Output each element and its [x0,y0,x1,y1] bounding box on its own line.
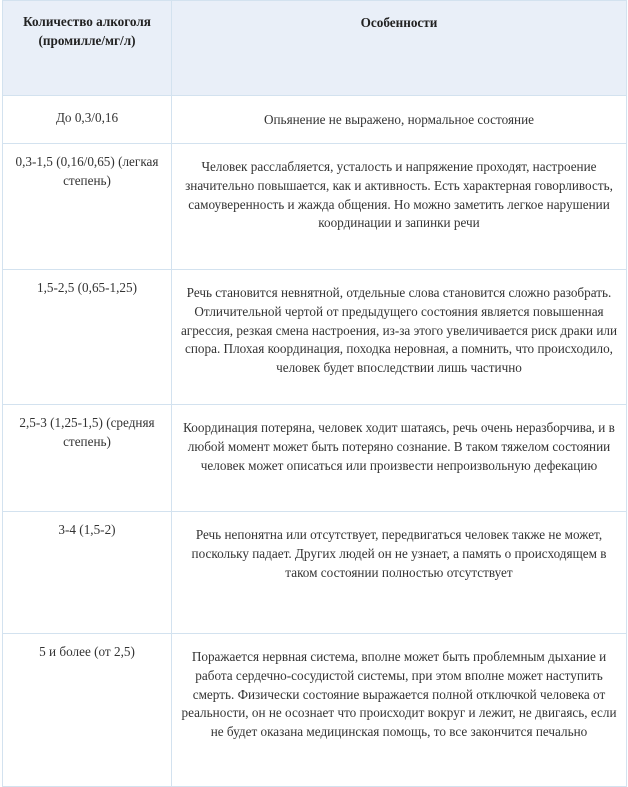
table-row [3,405,627,512]
table-row [3,512,627,634]
header-details: Особенности [172,1,627,96]
table-header-row [3,1,627,96]
alcohol-levels-table [2,0,627,787]
amount-cell: До 0,3/0,16 [3,96,172,144]
amount-cell: 0,3-1,5 (0,16/0,65) (легкая степень) [3,144,172,270]
details-cell: Речь непонятна или отсутствует, передвигаться человек также не может, поскольку падает. Других людей он не узнает, а память о происходящем в таком состоянии полностью отсутствует [172,512,627,634]
amount-cell: 1,5-2,5 (0,65-1,25) [3,270,172,405]
header-amount: Количество алкоголя (промилле/мг/л) [3,1,172,96]
details-cell: Опьянение не выражено, нормальное состояние [172,96,627,144]
details-cell: Поражается нервная система, вполне может быть проблемным дыхание и работа сердечно-сосудистой системы, при этом вполне может наступить смерть. Физически состояние выражается полной отключкой человека от реальности, он не осознает что происходит вокруг и лежит, не двигаясь, если не будет оказана медицинская помощь, то все закончится печально [172,634,627,787]
table-row [3,144,627,270]
amount-cell: 5 и более (от 2,5) [3,634,172,787]
table-row [3,96,627,144]
details-cell: Координация потеряна, человек ходит шатаясь, речь очень неразборчива, и в любой момент может быть потеряно сознание. В таком тяжелом состоянии человек может описаться или произвести непроизвольную дефекацию [172,405,627,512]
amount-cell: 2,5-3 (1,25-1,5) (средняя степень) [3,405,172,512]
amount-cell: 3-4 (1,5-2) [3,512,172,634]
table-row [3,270,627,405]
details-cell: Человек расслабляется, усталость и напряжение проходят, настроение значительно повышается, как и активность. Есть характерная говорливость, самоуверенность и жажда общения. Но можно заметить легкое нарушении координации и запинки речи [172,144,627,270]
table-row [3,634,627,787]
details-cell: Речь становится невнятной, отдельные слова становится сложно разобрать. Отличительной чертой от предыдущего состояния является повышенная агрессия, резкая смена настроения, из-за этого увеличивается риск драки или спора. Плохая координация, походка неровная, а помнить, что происходило, человек будет впоследствии лишь частично [172,270,627,405]
